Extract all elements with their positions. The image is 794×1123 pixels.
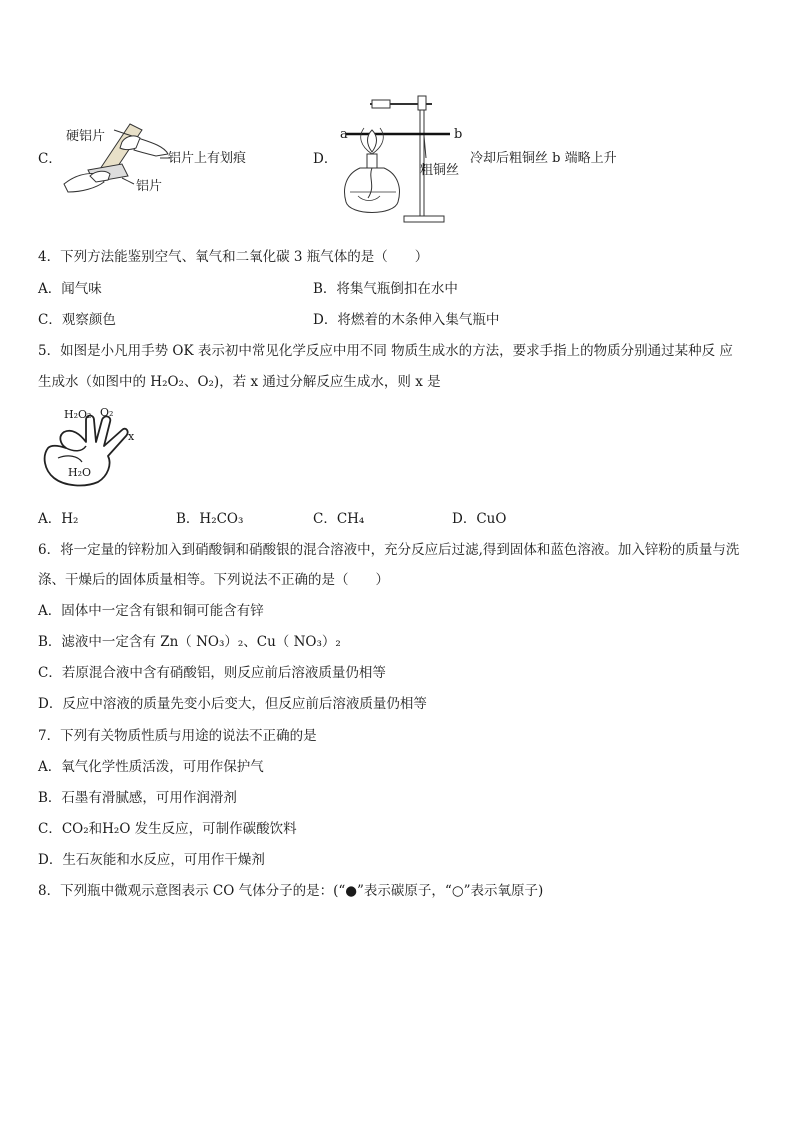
q5-option-d: D．CuO bbox=[452, 511, 507, 527]
label-aluminum: 铝片 bbox=[136, 179, 163, 194]
label-b: b bbox=[454, 127, 463, 142]
label-hard-aluminum: 硬铝片 bbox=[66, 129, 106, 144]
option-d-caption: 冷却后粗铜丝 b 端略上升 bbox=[470, 151, 617, 166]
q6-stem-line1: 6．将一定量的锌粉加入到硝酸铜和硝酸银的混合溶液中，充分反应后过滤,得到固体和蓝色溶液。加入锌粉的质量与洗 bbox=[38, 542, 740, 558]
q5-option-c: C．CH₄ bbox=[313, 511, 365, 527]
q6-option-a: A．固体中一定含有银和铜可能含有锌 bbox=[38, 603, 264, 619]
q5-stem-line2: 生成水（如图中的 H₂O₂、O₂)，若 x 通过分解反应生成水，则 x 是 bbox=[38, 374, 441, 390]
q7-option-c: C．CO₂和H₂O 发生反应，可制作碳酸饮料 bbox=[38, 821, 297, 837]
option-d-letter: D． bbox=[313, 151, 338, 167]
q6-stem-line2: 涤、干燥后的固体质量相等。下列说法不正确的是（ ） bbox=[38, 572, 389, 588]
fig-label-h2o: H₂O bbox=[68, 466, 92, 479]
label-scratch: 铝片上有划痕 bbox=[168, 151, 247, 166]
option-c-letter: C． bbox=[38, 151, 62, 167]
q6-option-b: B．滤液中一定含有 Zn（ NO₃）₂、Cu（ NO₃）₂ bbox=[38, 634, 341, 650]
copper-wire-apparatus-figure bbox=[338, 92, 458, 230]
q8-stem: 8．下列瓶中微观示意图表示 CO 气体分子的是：(“●”表示碳原子，“○”表示氧原子) bbox=[38, 883, 544, 899]
q4-option-d: D．将燃着的木条伸入集气瓶中 bbox=[313, 312, 500, 328]
q4-option-a: A．闻气味 bbox=[38, 281, 102, 297]
q6-option-c: C．若原混合液中含有硝酸铝，则反应前后溶液质量仍相等 bbox=[38, 665, 386, 681]
q7-option-a: A．氧气化学性质活泼，可用作保护气 bbox=[38, 759, 264, 775]
q4-stem: 4．下列方法能鉴别空气、氧气和二氧化碳 3 瓶气体的是（ ） bbox=[38, 249, 429, 265]
q7-option-b: B．石墨有滑腻感，可用作润滑剂 bbox=[38, 790, 237, 806]
q7-stem: 7．下列有关物质性质与用途的说法不正确的是 bbox=[38, 728, 317, 744]
q5-option-a: A．H₂ bbox=[38, 511, 79, 527]
q6-option-d: D．反应中溶液的质量先变小后变大，但反应前后溶液质量仍相等 bbox=[38, 696, 427, 712]
q5-option-b: B．H₂CO₃ bbox=[176, 511, 244, 527]
label-a: a bbox=[340, 127, 348, 142]
q5-stem-line1: 5．如图是小凡用手势 OK 表示初中常见化学反应中用不同 物质生成水的方法，要求手指上的物质分别通过某种反 应 bbox=[38, 343, 733, 359]
q4-option-c: C．观察颜色 bbox=[38, 312, 116, 328]
q4-option-b: B．将集气瓶倒扣在水中 bbox=[313, 281, 458, 297]
fig-label-o2: O₂ bbox=[100, 406, 114, 419]
q7-option-d: D．生石灰能和水反应，可用作干燥剂 bbox=[38, 852, 265, 868]
label-copper-wire: 粗铜丝 bbox=[420, 163, 460, 178]
ok-hand-figure bbox=[38, 412, 138, 496]
fig-label-x: x bbox=[128, 430, 135, 443]
fig-label-h2o2: H₂O₂ bbox=[64, 408, 92, 421]
